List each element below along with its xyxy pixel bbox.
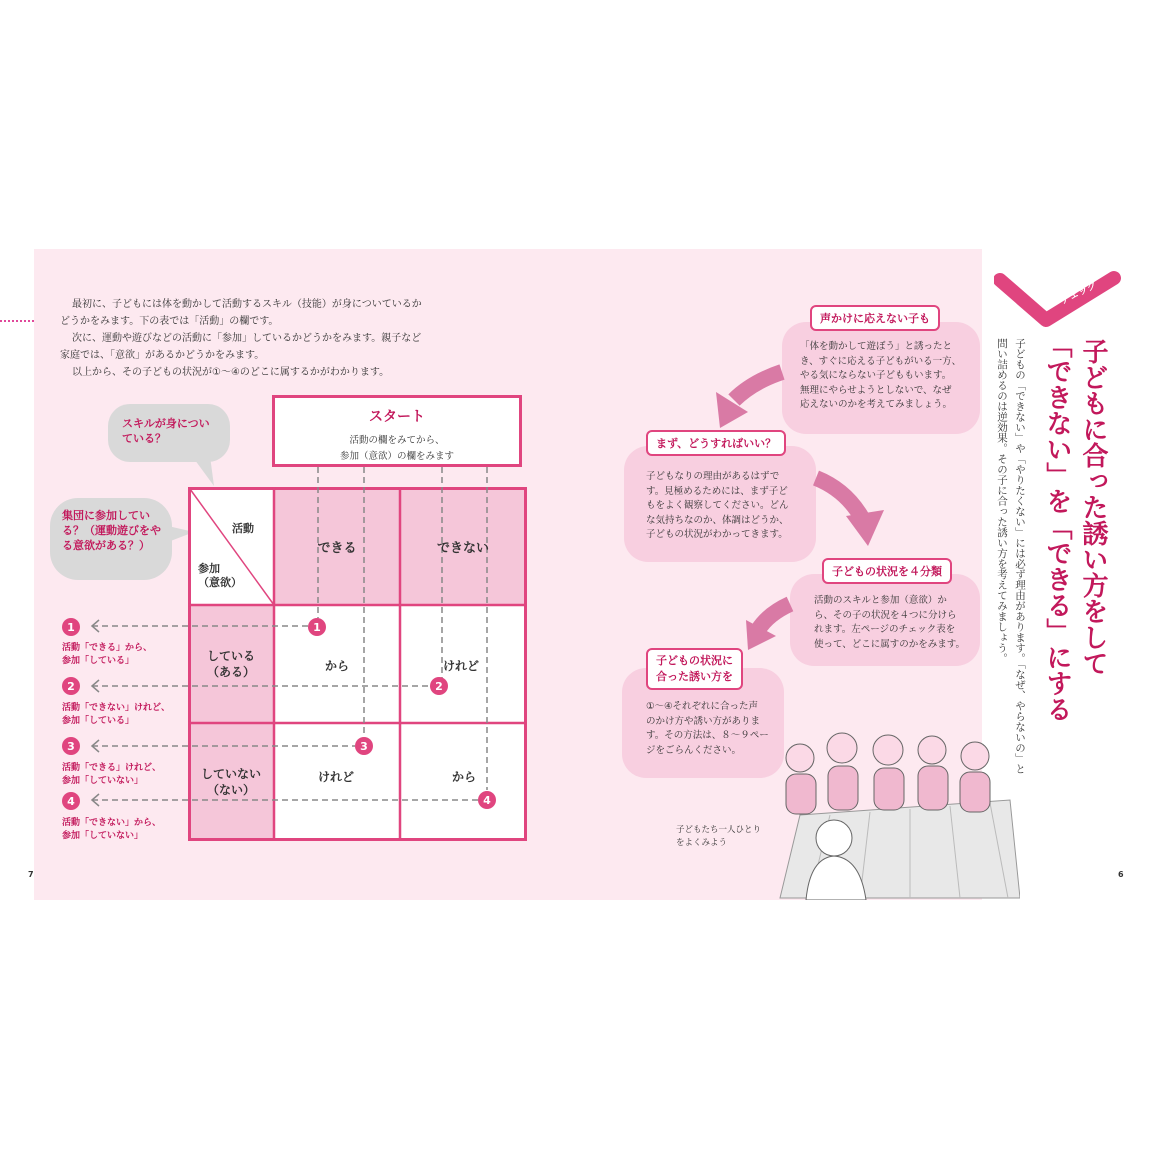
section-4-title-1: 子どもの状況に: [656, 654, 733, 667]
section-3-line-1: 活動のスキルと参加（意欲）か: [814, 595, 947, 606]
check-label: チェック: [1058, 279, 1099, 307]
section-2-title: まず、どうすればいい？: [646, 430, 786, 456]
illustration-caption: [676, 824, 761, 850]
section-3-line-2: ら、その子の状況を４つに分けら: [814, 609, 957, 621]
col-cannot: できない: [436, 540, 489, 556]
cell-not-cannot: から: [452, 770, 477, 784]
legend-2-line2: 参加「している」: [62, 716, 135, 726]
section-2-line-4: な気持ちなのか、体調はどうか、: [646, 514, 789, 526]
section-3-line-3: れます。左ページのチェック表を: [814, 624, 956, 635]
legend-2-line1: 活動「できない」けれど、: [62, 703, 171, 713]
skill-bubble-text: スキルが身についている？: [122, 417, 210, 445]
col-can: できる: [317, 540, 357, 556]
section-1-line-5: 応えないのかを考えてみましょう。: [800, 399, 953, 410]
legend-marker-3: 3: [62, 737, 80, 755]
section-2-line-2: す。見極めるためには、まず子ど: [646, 485, 788, 497]
caption-line-2: をよくみよう: [676, 838, 728, 848]
legend-marker-4: 4: [62, 792, 80, 810]
grid-marker-4: 4: [478, 791, 496, 809]
cell-not-can: けれど: [318, 770, 355, 784]
grid-marker-1: 1: [308, 618, 326, 636]
intro-paragraph-1: 最初に、子どもには体を動かして活動するスキル（技能）が身についているかどうかをみます。下の表では「活動」の欄です。: [60, 299, 422, 327]
page-number-left: 7: [28, 870, 34, 879]
section-3-title: 子どもの状況を４分類: [822, 558, 952, 584]
section-2-line-1: 子どもなりの理由があるはずで: [646, 471, 780, 482]
section-4-line-4: ジをごらんください。: [646, 744, 742, 756]
section-1-line-1: 「体を動かして遊ぼう」と誘ったと: [800, 341, 953, 352]
check-mark-icon: [994, 268, 1122, 330]
lead-text-col-1: 子どもの「できない」や「やりたくない」には必ず理由があります。「なぜ、やらないの」と: [1014, 338, 1026, 774]
group-bubble-text: 集団に参加している？（運動遊びをやる意欲がある？）: [62, 509, 161, 552]
legend-1-line2: 参加「している」: [62, 656, 135, 666]
legend-marker-2: 2: [62, 677, 80, 695]
section-2-line-5: 子どもの状況がわかってきます。: [646, 529, 788, 540]
start-title: スタート: [369, 409, 425, 425]
section-3-line-4: 使って、どこに属すのかをみます。: [814, 638, 966, 650]
row-doing-1: している: [206, 649, 255, 663]
header-activity: 活動: [232, 522, 254, 535]
header-participation-2: （意欲）: [198, 576, 242, 589]
row-not-1: していない: [200, 766, 261, 781]
legend-1-line1: 活動「できる」から、: [62, 643, 153, 653]
main-title-col-2: 「できない」を「できる」にする: [1042, 332, 1072, 722]
section-4-title-2: 合った誘い方を: [656, 670, 733, 683]
section-1-line-3: やる気にならない子どももいます。: [800, 370, 952, 381]
grid-marker-3: 3: [355, 737, 373, 755]
legend-4-line2: 参加「していない」: [62, 831, 144, 841]
section-4-line-3: す。その方法は、８〜９ペー: [646, 730, 769, 741]
start-text-1: 活動の欄をみてから、: [349, 435, 445, 446]
row-doing-2: （ある）: [206, 665, 255, 679]
grid-marker-2: 2: [430, 677, 448, 695]
legend-3-line2: 参加「していない」: [62, 776, 144, 786]
main-title-col-1: 子どもに合った誘い方をして: [1078, 338, 1108, 676]
intro-paragraph-2: 次に、運動や遊びなどの活動に「参加」しているかどうかをみます。親子など家庭では、「意欲」があるかどうかをみます。: [60, 333, 422, 361]
header-participation-1: 参加: [198, 562, 220, 575]
children-illustration: [770, 720, 1020, 900]
lead-text-col-2: 問い詰めるのは逆効果。その子に合った誘い方を考えてみましょう。: [996, 338, 1008, 664]
intro-paragraph-3: 以上から、その子どもの状況が①〜④のどこに属するかがわかります。: [72, 367, 390, 378]
cell-doing-cannot: けれど: [443, 659, 480, 673]
section-2-line-3: もをよく観察してください。どん: [646, 500, 789, 511]
section-1-line-2: き、すぐに応える子どもがいる一方、: [800, 355, 962, 367]
section-1-title: 声かけに応えない子も: [810, 305, 940, 331]
legend-3-line1: 活動「できる」けれど、: [62, 763, 162, 773]
caption-line-1: 子どもたち一人ひとり: [676, 825, 762, 835]
row-not-2: （ない）: [206, 782, 255, 797]
section-4-line-2: のかけ方や誘い方がありま: [646, 715, 761, 727]
section-1-line-4: 無理にやらせようとしないで、なぜ: [800, 384, 952, 396]
page-number-right: 6: [1118, 870, 1124, 879]
start-text-2: 参加（意欲）の欄をみます: [339, 451, 454, 462]
legend-marker-1: 1: [62, 618, 80, 636]
section-4-line-1: ①〜④それぞれに合った声: [646, 701, 759, 712]
cell-doing-can: から: [325, 659, 350, 673]
legend-4-line1: 活動「できない」から、: [62, 818, 162, 828]
